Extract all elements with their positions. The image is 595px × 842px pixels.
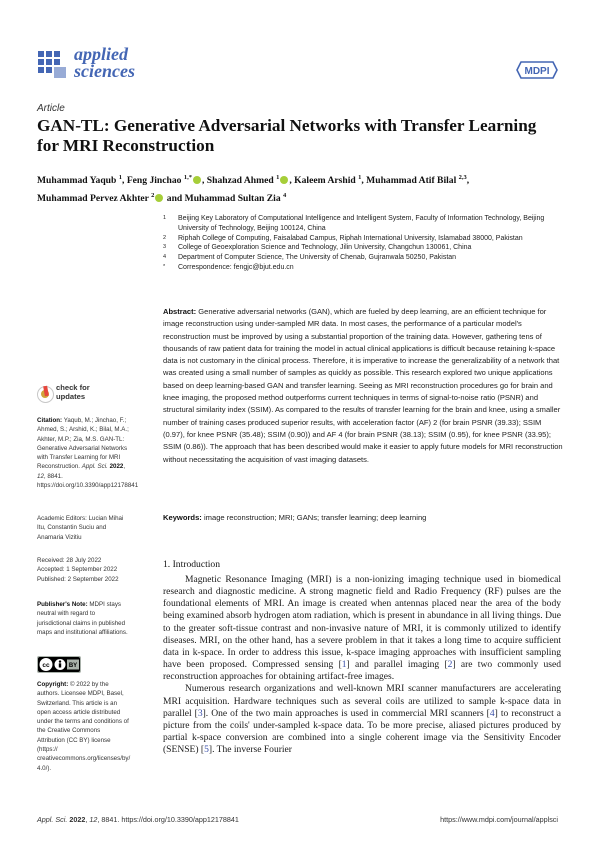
author[interactable]: Feng Jinchao (126, 175, 182, 187)
svg-text:BY: BY (68, 663, 78, 670)
accepted-date: Accepted: 1 September 2022 (37, 566, 118, 574)
section-heading: 1. Introduction (163, 559, 221, 570)
orcid-icon[interactable] (280, 176, 288, 184)
author-list: Muhammad Yaqub $^1$, Feng Jinchao $^{1,*}$ , Shahzad Ahmed $^1$ , Kaleem Arshid $^1$, Muhammad Atif Bilal $^{2,3}$, Muhammad Pervez Akhter $^2$ and Muhammad Sultan Zia $^4$ (37, 174, 470, 204)
affiliation-item: 3 College of Geoexploration Science and Technology, Jilin University, Changchun 130061, China (163, 244, 472, 252)
mdpi-logo-icon (516, 60, 558, 80)
svg-text:MDPI: MDPI (524, 66, 550, 77)
introduction-text (163, 574, 561, 756)
citation-link[interactable]: 1 (341, 659, 347, 671)
paper-title: GAN-TL: Generative Adversarial Networks with Transfer Learning for MRI Reconstruction (37, 116, 537, 155)
affiliations (163, 214, 563, 273)
footer-citation: Appl. Sci. 2022, 12, 8841. https://doi.org/10.3390/app12178841 (37, 815, 239, 824)
author[interactable]: and Muhammad Sultan Zia (166, 192, 281, 204)
correspondence: * Correspondence: fengjc@bjut.edu.cn (163, 263, 294, 271)
affiliation-item: 2 Riphah College of Computing, Faisalabad Campus, Riphah International University, Islamabad 38000, Pakistan (163, 234, 523, 242)
orcid-icon[interactable] (193, 176, 201, 184)
check-for-updates-button[interactable]: check for updates (37, 384, 97, 412)
author[interactable]: Shahzad Ahmed (206, 175, 274, 187)
journal-logo-icon (37, 49, 67, 79)
check-updates-icon (37, 386, 54, 403)
abstract: Abstract: Generative adversarial networks (GAN), which are fueled by deep learning, are an efficient technique for image reconstruction using under-sampled MR data. In most cases, the performance of a particular model's reconstruction must be improved by using a substantial proportion of the training data. However, gathering tens of thousands of raw patient data for training the model in actual clinical applications is difficult because retaining k-space data is not customary in the clinical process. Therefore, it is imperative to increase the generalizability of a network that was created using a small number of samples as quickly as possible. This research explored two unique applications based on deep learning-based GAN and transfer learning. Seeing as MRI reconstruction procedures go for brain and knee imaging, the proposed method outperforms current techniques in terms of signal-to-noise ratio (PSNR) and structural similarity index (SSIM). As compared to the results of transfer learning for the brain and knee, using a smaller number of training cases produced superior results, with acceleration factor (AF) 2 (for brain PSNR (39.33); SSIM (0.97), for knee PSNR (35.48); SSIM (0.90)) and AF 4 (for brain PSNR (38.13); SSIM (0.95), for knee PSNR (33.95); SSIM (0.86)). The approach that has been described would make it easier to apply future models for MRI reconstruction without necessitating the acquisition of vast imaging datasets. (163, 307, 563, 464)
dates-block (37, 556, 129, 584)
affiliation-item: 4 Department of Computer Science, The University of Chenab, Gujranwala 50250, Pakistan (163, 254, 457, 262)
citation-link[interactable]: 3 (197, 707, 203, 719)
copyright-block: Copyright: © 2022 by the authors. Licensee MDPI, Basel, Switzerland. This article is an open access article distributed under the terms and conditions of the Creative Commons Attribution (CC BY) license (https:// creativecommons.org/licenses/by/ 4.0/). (37, 681, 131, 772)
citation-link[interactable]: 5 (204, 744, 209, 756)
affiliation-item: 1 Beijing Key Laboratory of Computational Intelligence and Intelligent System, Faculty of Information Technology, Beijing University of Technology, Beijing 100124, China (163, 215, 545, 232)
citation-block: Citation: Yaqub, M.; Jinchao, F.; Ahmed, S.; Arshid, K.; Bilal, M.A.; Akhter, M.P.; Zia, M.S. GAN-TL: Generative Adversarial Networks with Transfer Learning for MRI Reconstruction. Appl. Sci. 2022, 12, 8841. https://doi.org/10.3390/app12178841 (37, 417, 139, 490)
publisher-note: Publisher's Note: MDPI stays neutral with regard to jurisdictional claims in published maps and institutional affiliations. (37, 601, 128, 636)
author[interactable]: Kaleem Arshid (294, 175, 356, 187)
citation-link[interactable]: 2 (447, 659, 453, 671)
paragraph: Magnetic Resonance Imaging (MRI) is a non-ionizing imaging technique used in biomedical research and diagnostic medicine. A strong magnetic field and Radio Frequency (RF) pulses are the foundational elements of MRI. An image is created when antennas placed near the area of the body being examined absorb hydrogen atom radiation, which is present in abundance in all living things. Due to the greater soft-tissue contrast and non-invasive nature of MRI, it is commonly utilized to identify diseases. MRI, on the other hand, has a severe problem in that it takes a long time to acquire sufficient data in k-space. In order to address this issue, k-space imaging approaches with insufficient sampling have been proposed. Compressed sensing [1] and parallel imaging [2] are two commonly used reconstruction approaches for obtaining artifact-free images. (163, 574, 561, 683)
orcid-icon[interactable] (155, 194, 163, 202)
published-date: Published: 2 September 2022 (37, 575, 119, 583)
cc-by-license-icon[interactable] (37, 656, 81, 673)
citation-link[interactable]: 4 (489, 707, 495, 719)
footer-journal-url[interactable]: https://www.mdpi.com/journal/applsci (440, 815, 558, 824)
journal-name: applied sciences (74, 44, 135, 81)
academic-editors: Academic Editors: Lucian Mihai Itu, Constantin Suciu and Anamaria Vizitiu (37, 515, 124, 541)
article-type: Article (37, 103, 65, 114)
paragraph: Numerous research organizations and well-known MRI scanner manufacturers are accelerating MRI acquisition. Hardware techniques such as several coils are utilized to sample k-space data in parallel [3]. One of the two main approaches is used in commercial MRI scanners [4] to reconstruct a picture from the coils' under-sampled k-space data. To be more precise, aliased pictures produced by partial k-space conversion are combined into a single coherent image via the Sensitivity Encoder (SENSE) [5]. The inverse Fourier (163, 683, 561, 756)
author[interactable]: Muhammad Pervez Akhter (37, 192, 149, 204)
received-date: Received: 28 July 2022 (37, 557, 102, 564)
author[interactable]: Muhammad Yaqub (37, 175, 117, 187)
author[interactable]: Muhammad Atif Bilal (366, 175, 457, 187)
svg-text:cc: cc (42, 662, 50, 669)
keywords: Keywords: image reconstruction; MRI; GANs; transfer learning; deep learning (163, 513, 427, 522)
